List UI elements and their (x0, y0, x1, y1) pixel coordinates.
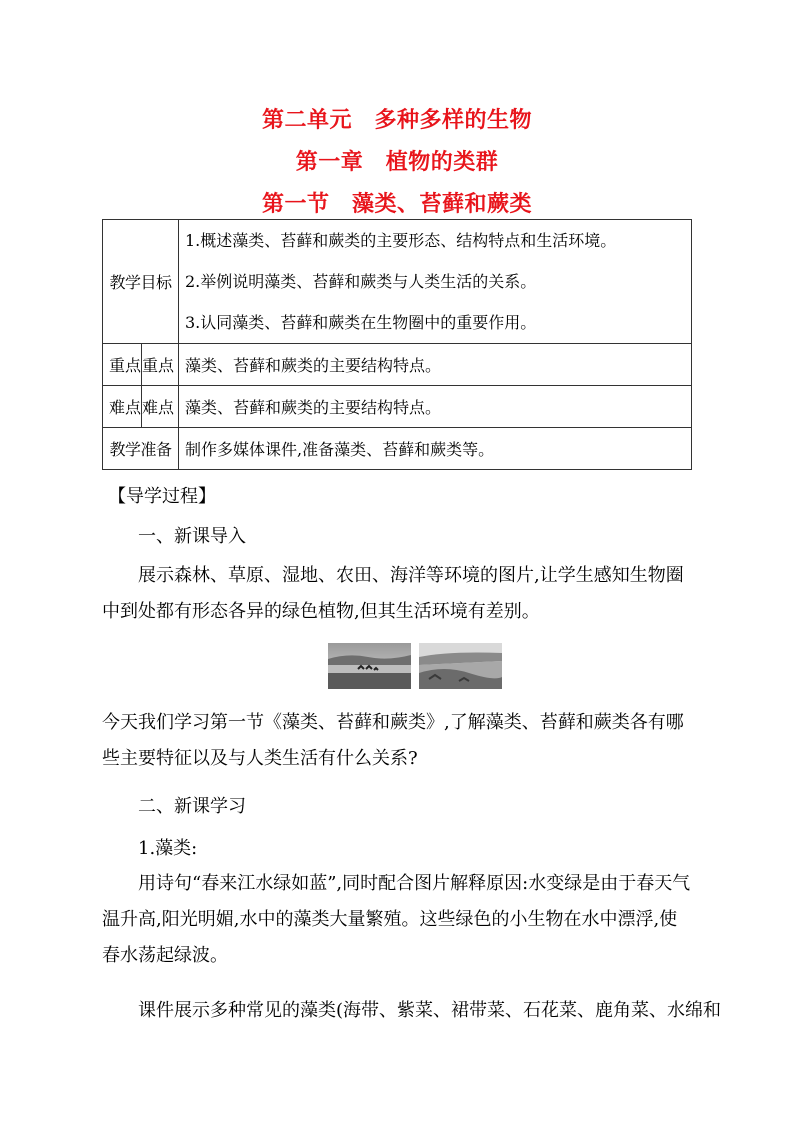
algae-heading: 1.藻类: (138, 838, 198, 859)
preparation-label: 教学准备 (103, 428, 179, 470)
goal-item: 3.认同藻类、苔藓和蕨类在生物圈中的重要作用。 (185, 313, 537, 332)
wetland-photo (419, 643, 502, 689)
unit-title: 第二单元 多种多样的生物 (261, 108, 532, 133)
lesson-plan-table (102, 219, 692, 470)
key-point-row (103, 344, 692, 386)
algae-paragraph-1: 用诗句“春来江水绿如蓝”,同时配合图片解释原因:水变绿是由于春天气温升高,阳光明媚,水中的藻类大量繁殖。这些绿色的小生物在水中漂浮,使春水荡起绿波。 (102, 873, 691, 966)
preparation-text: 制作多媒体课件,准备藻类、苔藓和蕨类等。 (179, 428, 692, 470)
grassland-photo (328, 643, 411, 689)
difficulty-text: 藻类、苔藓和蕨类的主要结构特点。 (179, 386, 692, 428)
part1-heading: 一、新课导入 (138, 526, 246, 547)
part1-paragraph: 展示森林、草原、湿地、农田、海洋等环境的图片,让学生感知生物圈中到处都有形态各异的绿色植物,但其生活环境有差别。 (102, 565, 684, 622)
part1-followup: 今天我们学习第一节《藻类、苔藓和蕨类》,了解藻类、苔藓和蕨类各有哪些主要特征以及与人类生活有什么关系? (102, 712, 684, 769)
preparation-row (103, 428, 692, 470)
goals-row (103, 220, 692, 344)
key-point-label: 重点 (103, 344, 142, 386)
goals-label: 教学目标 (103, 220, 179, 344)
difficulty-row (103, 386, 692, 428)
guide-heading: 【导学过程】 (108, 486, 216, 507)
algae-paragraph-2: 课件展示多种常见的藻类(海带、紫菜、裙带菜、石花菜、鹿角菜、水绵和 (138, 1000, 722, 1021)
difficulty-label: 难点 (142, 386, 179, 428)
goal-item: 2.举例说明藻类、苔藓和蕨类与人类生活的关系。 (185, 272, 537, 291)
key-point-label: 重点 (142, 344, 179, 386)
section-title: 第一节 藻类、苔藓和蕨类 (261, 192, 532, 217)
goals-cell (179, 220, 692, 344)
part2-heading: 二、新课学习 (138, 796, 246, 817)
goal-item: 1.概述藻类、苔藓和蕨类的主要形态、结构特点和生活环境。 (185, 231, 617, 250)
difficulty-label: 难点 (103, 386, 142, 428)
chapter-title: 第一章 植物的类群 (295, 150, 499, 175)
key-point-text: 藻类、苔藓和蕨类的主要结构特点。 (179, 344, 692, 386)
